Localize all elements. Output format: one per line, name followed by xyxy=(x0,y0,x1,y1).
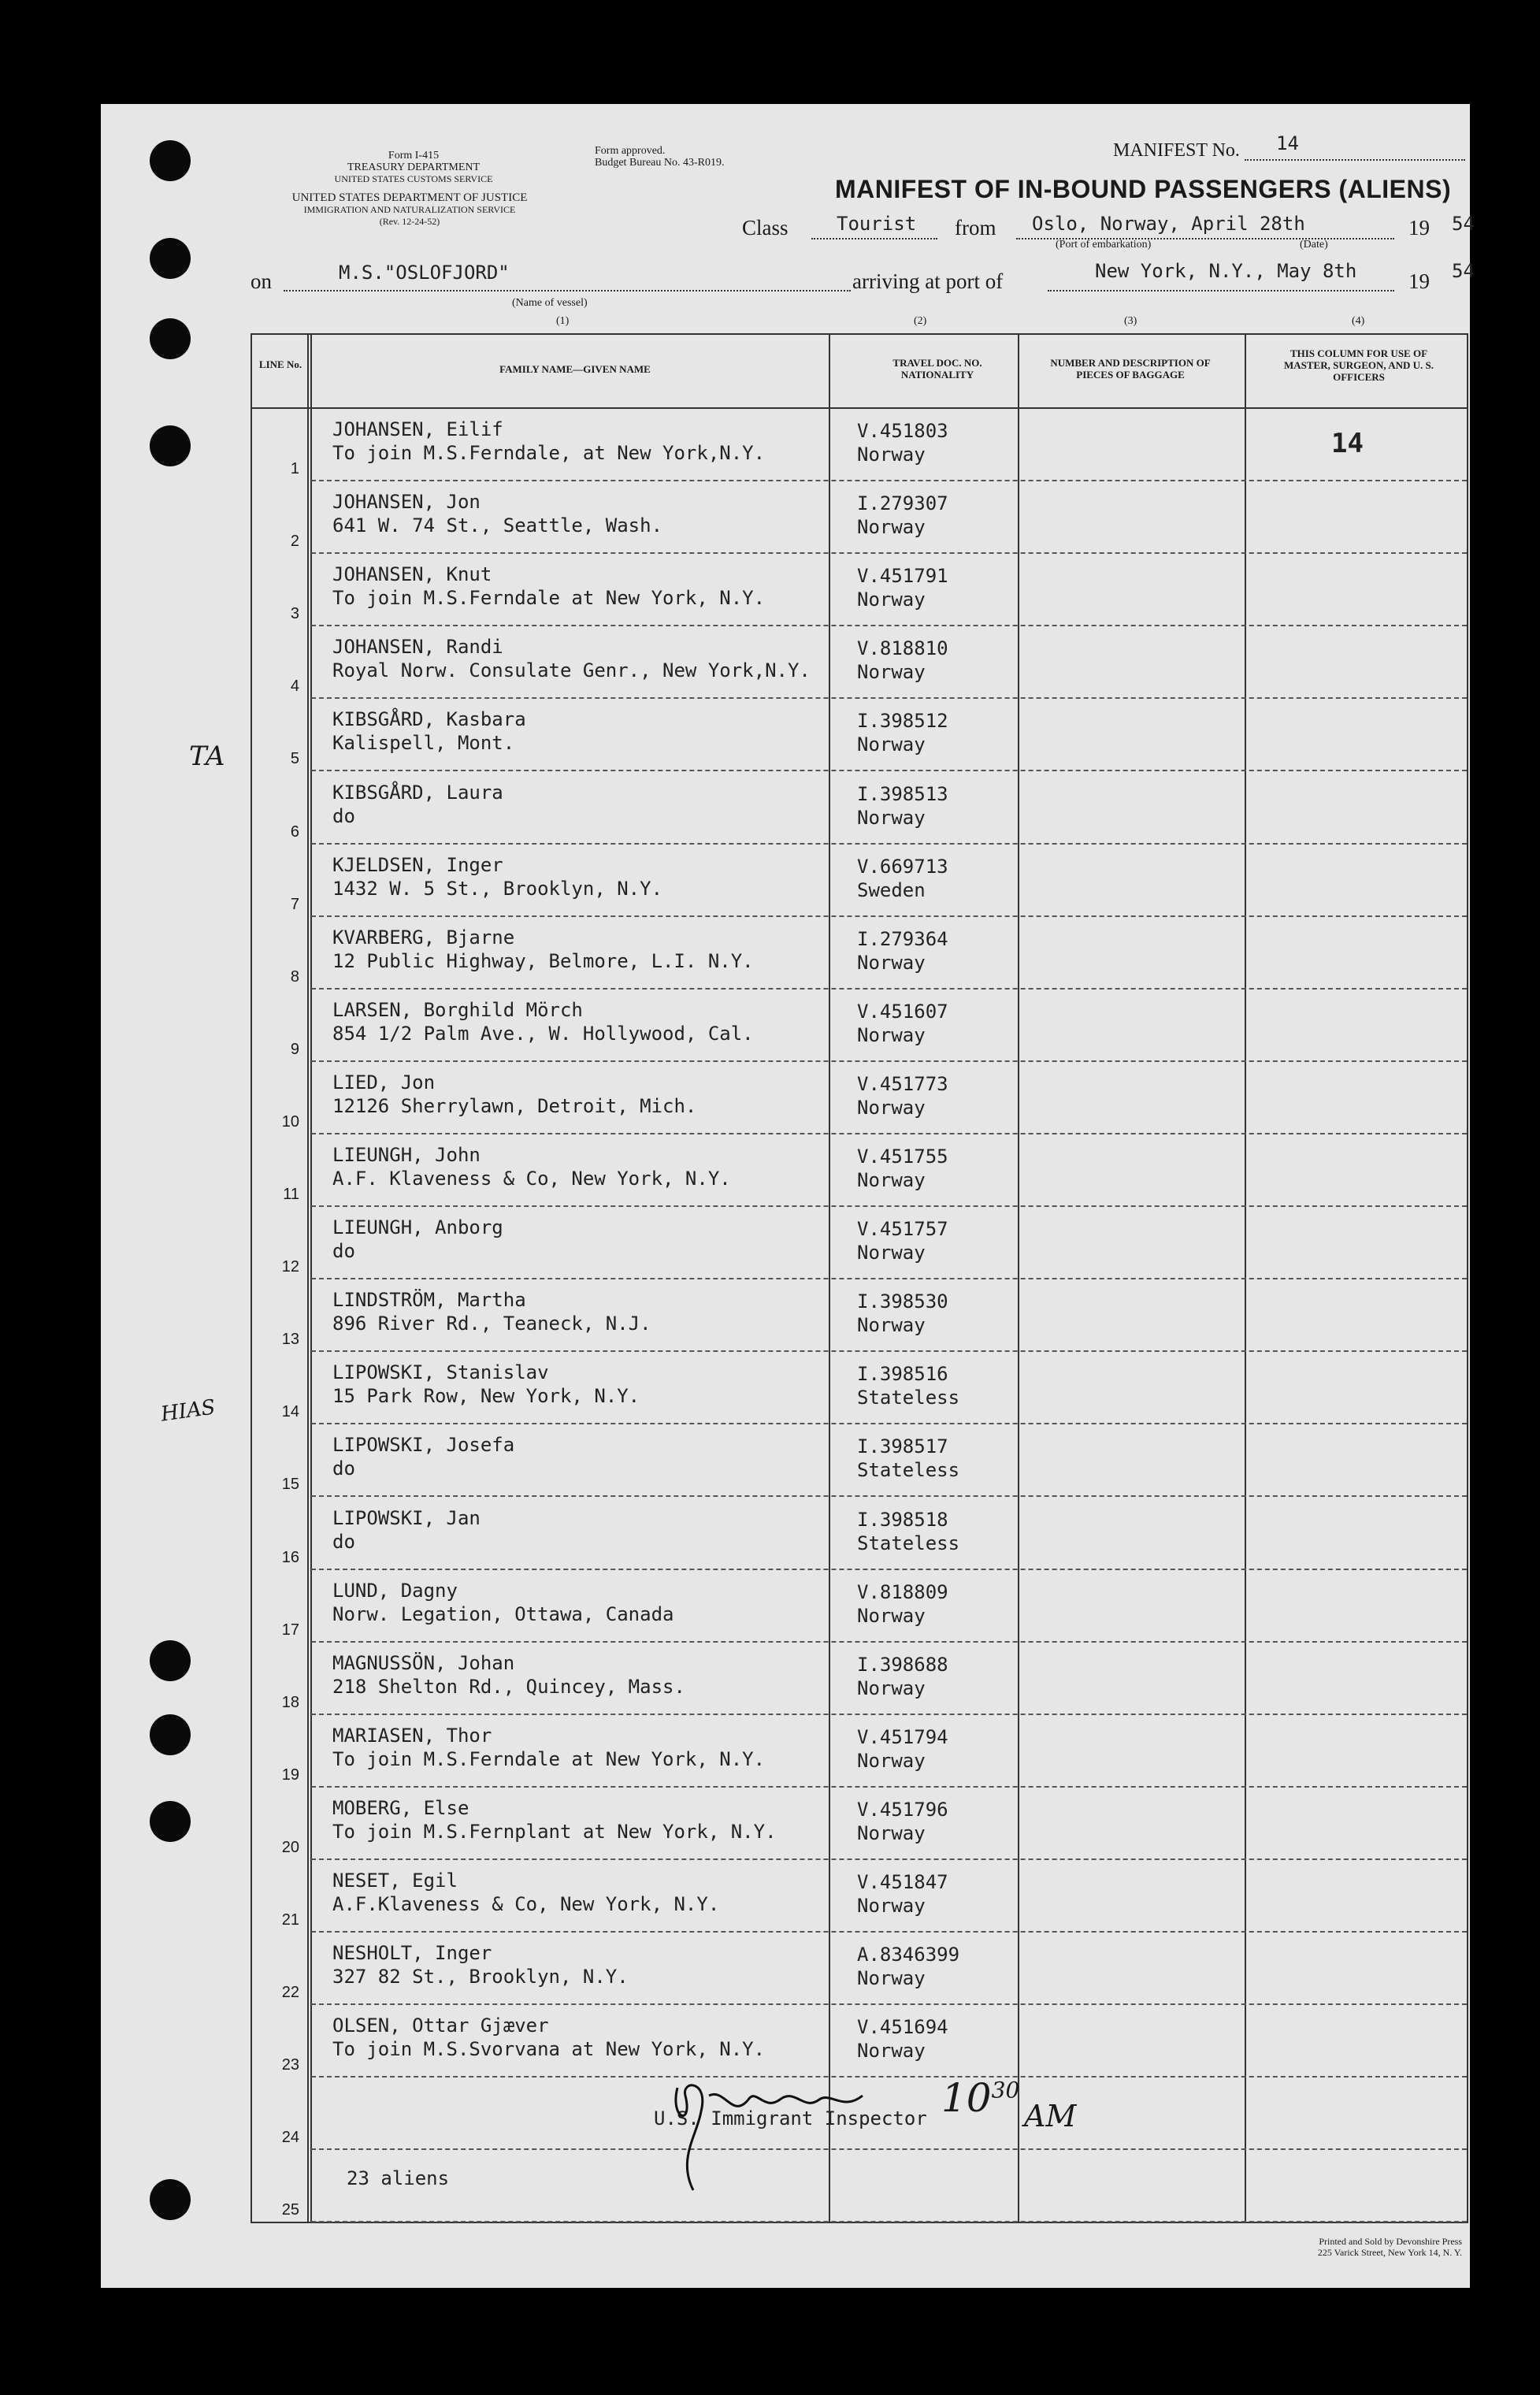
dotted-line xyxy=(1048,290,1394,291)
passenger-address: do xyxy=(332,1240,355,1263)
line-number: 14 xyxy=(281,1403,299,1421)
nationality: Norway xyxy=(857,806,926,829)
line-number: 22 xyxy=(281,1984,299,2002)
travel-doc-number: I.398517 xyxy=(857,1435,948,1458)
table-row xyxy=(252,1643,1467,1715)
nationality: Stateless xyxy=(857,1532,960,1554)
treasury-dept: TREASURY DEPARTMENT xyxy=(347,162,481,173)
revision: (Rev. 12-24-52) xyxy=(379,216,440,227)
header-family-name: FAMILY NAME—GIVEN NAME xyxy=(499,363,651,375)
printer-line-1: Printed and Sold by Devonshire Press xyxy=(1319,2236,1462,2247)
binder-hole xyxy=(150,238,191,279)
travel-doc-number: V.451791 xyxy=(857,565,948,588)
passenger-address: do xyxy=(332,804,355,827)
passenger-name: MAGNUSSÖN, Johan xyxy=(332,1651,515,1674)
margin-note-hias: HIAS xyxy=(159,1395,217,1427)
table-row xyxy=(252,1279,1467,1352)
passenger-name: MOBERG, Else xyxy=(332,1796,469,1819)
line-number: 16 xyxy=(281,1548,299,1566)
travel-doc-number: V.451796 xyxy=(857,1798,948,1821)
nationality: Norway xyxy=(857,1967,926,1990)
table-row xyxy=(252,1424,1467,1497)
table-row xyxy=(252,699,1467,771)
passenger-name: LIPOWSKI, Jan xyxy=(332,1506,481,1529)
travel-doc-number: V.451607 xyxy=(857,1000,948,1023)
travel-doc-number: V.451773 xyxy=(857,1072,948,1095)
binder-hole xyxy=(150,1714,191,1755)
passenger-address: 12 Public Highway, Belmore, L.I. N.Y. xyxy=(332,949,754,972)
from-label: from xyxy=(955,216,996,240)
embark-year: 54 xyxy=(1452,213,1475,235)
customs-service: UNITED STATES CUSTOMS SERVICE xyxy=(334,173,493,184)
class-value: Tourist xyxy=(837,213,917,235)
line-number: 5 xyxy=(290,750,299,768)
passenger-name: JOHANSEN, Eilif xyxy=(332,418,503,440)
column-number: (3) xyxy=(1124,315,1137,327)
passenger-name: JOHANSEN, Knut xyxy=(332,563,492,586)
table-row xyxy=(252,1134,1467,1207)
line-number: 7 xyxy=(290,895,299,913)
passenger-address: do xyxy=(332,1530,355,1553)
year-prefix: 19 xyxy=(1408,269,1430,293)
line-number: 24 xyxy=(281,2129,299,2147)
travel-doc-number: V.451803 xyxy=(857,420,948,442)
header-baggage: NUMBER AND DESCRIPTION OF PIECES OF BAGGAGE xyxy=(1050,357,1211,381)
table-row xyxy=(252,409,1467,481)
passenger-name: OLSEN, Ottar Gjæver xyxy=(332,2014,549,2037)
budget-bureau: Budget Bureau No. 43-R019. xyxy=(595,157,725,169)
passenger-name: LARSEN, Borghild Mörch xyxy=(332,998,583,1021)
inspector-signature xyxy=(662,2064,898,2206)
binder-hole xyxy=(150,140,191,181)
line-number: 9 xyxy=(290,1040,299,1058)
table-row xyxy=(252,1207,1467,1279)
class-label: Class xyxy=(742,216,789,240)
passenger-name: KJELDSEN, Inger xyxy=(332,853,503,876)
passenger-name: NESET, Egil xyxy=(332,1870,458,1892)
travel-doc-number: V.451755 xyxy=(857,1146,948,1168)
passenger-address: do xyxy=(332,1457,355,1480)
table-row xyxy=(252,554,1467,626)
date-caption: (Date) xyxy=(1300,239,1328,251)
nationality: Stateless xyxy=(857,1387,960,1409)
nationality: Norway xyxy=(857,1604,926,1627)
column-number: (1) xyxy=(556,315,570,327)
row-separator xyxy=(311,2221,1467,2222)
port-caption: (Port of embarkation) xyxy=(1056,239,1152,251)
passenger-address: Norw. Legation, Ottawa, Canada xyxy=(332,1602,674,1625)
table-row xyxy=(252,772,1467,845)
line-number: 10 xyxy=(281,1112,299,1131)
line-number: 2 xyxy=(290,533,299,551)
line-number: 25 xyxy=(281,2201,299,2219)
passenger-address: A.F.Klaveness & Co, New York, N.Y. xyxy=(332,1893,720,1915)
nationality: Norway xyxy=(857,444,926,466)
line-number: 11 xyxy=(283,1186,299,1203)
travel-doc-number: V.451847 xyxy=(857,1871,948,1893)
table-row xyxy=(252,481,1467,554)
officer-mark: 14 xyxy=(1331,428,1364,459)
travel-doc-number: V.451794 xyxy=(857,1725,948,1748)
table-row xyxy=(252,1860,1467,1933)
nationality: Norway xyxy=(857,2040,926,2063)
nationality: Norway xyxy=(857,589,926,611)
margin-note-ta: TA xyxy=(189,741,225,772)
column-number: (2) xyxy=(914,315,927,327)
passenger-name: JOHANSEN, Randi xyxy=(332,636,503,659)
form-header xyxy=(307,150,520,185)
travel-doc-number: A.8346399 xyxy=(857,1944,960,1966)
nationality: Norway xyxy=(857,1096,926,1119)
manifest-title: MANIFEST OF IN-BOUND PASSENGERS (ALIENS) xyxy=(835,175,1452,203)
binder-hole xyxy=(150,1640,191,1681)
nationality: Norway xyxy=(857,1749,926,1772)
passenger-table xyxy=(250,333,1468,2223)
arrival-year: 54 xyxy=(1452,260,1475,282)
nationality: Norway xyxy=(857,733,926,756)
header-line-no: LINE No. xyxy=(258,358,302,370)
ins-label: IMMIGRATION AND NATURALIZATION SERVICE xyxy=(303,204,516,215)
travel-doc-number: I.398688 xyxy=(857,1653,948,1676)
time-hours: 10 xyxy=(941,2075,992,2121)
passenger-address: 218 Shelton Rd., Quincey, Mass. xyxy=(332,1675,685,1698)
nationality: Norway xyxy=(857,661,926,684)
column-number: (4) xyxy=(1352,315,1365,327)
binder-hole xyxy=(150,1801,191,1842)
arriving-label: arriving at port of xyxy=(852,269,1004,293)
travel-doc-number: V.451694 xyxy=(857,2016,948,2039)
handwritten-ampm: AM xyxy=(1024,2099,1077,2133)
year-prefix: 19 xyxy=(1408,216,1430,240)
passenger-name: JOHANSEN, Jon xyxy=(332,491,481,514)
passenger-address: To join M.S.Svorvana at New York, N.Y. xyxy=(332,2038,766,2061)
nationality: Norway xyxy=(857,1169,926,1191)
line-number: 1 xyxy=(290,460,299,477)
passenger-name: LIEUNGH, John xyxy=(332,1144,481,1166)
passenger-address: 896 River Rd., Teaneck, N.J. xyxy=(332,1313,651,1335)
binder-hole xyxy=(150,318,191,359)
line-number: 15 xyxy=(281,1476,299,1494)
passenger-name: NESHOLT, Inger xyxy=(332,1942,492,1965)
header-travel-doc: TRAVEL DOC. NO. NATIONALITY xyxy=(892,357,982,381)
line-number: 18 xyxy=(281,1693,299,1711)
travel-doc-number: V.818810 xyxy=(857,637,948,660)
travel-doc-number: V.818809 xyxy=(857,1580,948,1603)
binder-hole xyxy=(150,2179,191,2220)
on-label: on xyxy=(250,269,272,293)
passenger-name: KIBSGÅRD, Laura xyxy=(332,781,503,804)
table-row xyxy=(252,1788,1467,1860)
form-approval xyxy=(595,145,724,169)
travel-doc-number: I.398530 xyxy=(857,1290,948,1313)
printer-imprint xyxy=(1182,2236,1462,2258)
justice-dept: UNITED STATES DEPARTMENT OF JUSTICE xyxy=(291,191,528,204)
vessel-caption: (Name of vessel) xyxy=(512,297,588,309)
arrival-port: New York, N.Y., May 8th xyxy=(1095,260,1357,282)
table-row xyxy=(252,845,1467,917)
table-row xyxy=(252,1352,1467,1424)
passenger-name: LIED, Jon xyxy=(332,1071,436,1094)
passenger-name: 23 aliens xyxy=(347,2167,450,2190)
line-number: 20 xyxy=(281,1838,299,1856)
passenger-address: 15 Park Row, New York, N.Y. xyxy=(332,1385,640,1408)
table-row xyxy=(252,626,1467,699)
line-number: 12 xyxy=(281,1258,299,1276)
passenger-address: 327 82 St., Brooklyn, N.Y. xyxy=(332,1966,629,1988)
passenger-address: To join M.S.Ferndale at New York, N.Y. xyxy=(332,587,766,610)
passenger-address: Kalispell, Mont. xyxy=(332,732,515,755)
binder-hole xyxy=(150,425,191,466)
header-officers: THIS COLUMN FOR USE OF MASTER, SURGEON, AND U. S. OFFICERS xyxy=(1284,347,1434,383)
nationality: Norway xyxy=(857,1023,926,1046)
travel-doc-number: V.669713 xyxy=(857,855,948,878)
line-number: 6 xyxy=(290,822,299,841)
travel-doc-number: I.279307 xyxy=(857,492,948,515)
passenger-name: LUND, Dagny xyxy=(332,1579,458,1602)
passenger-address: Royal Norw. Consulate Genr., New York,N.Y. xyxy=(332,659,811,682)
nationality: Norway xyxy=(857,1895,926,1917)
passenger-address: To join M.S.Ferndale at New York, N.Y. xyxy=(332,1747,766,1770)
travel-doc-number: I.279364 xyxy=(857,927,948,950)
passenger-address: A.F. Klaveness & Co, New York, N.Y. xyxy=(332,1168,731,1190)
passenger-address: 1432 W. 5 St., Brooklyn, N.Y. xyxy=(332,877,663,900)
nationality: Sweden xyxy=(857,878,926,901)
manifest-no-value: 14 xyxy=(1276,132,1299,154)
vessel-name: M.S."OSLOFJORD" xyxy=(339,262,510,284)
embarkation-value: Oslo, Norway, April 28th xyxy=(1032,213,1305,235)
table-row xyxy=(252,1062,1467,1134)
nationality: Norway xyxy=(857,951,926,974)
table-row xyxy=(252,990,1467,1062)
passenger-address: 854 1/2 Palm Ave., W. Hollywood, Cal. xyxy=(332,1022,754,1045)
line-number: 21 xyxy=(281,1911,299,1929)
form-number: Form I-415 xyxy=(388,150,440,162)
justice-header xyxy=(248,192,571,228)
passenger-name: LINDSTRÖM, Martha xyxy=(332,1289,526,1312)
dotted-line xyxy=(811,238,937,240)
handwritten-time xyxy=(941,2075,1019,2121)
manifest-no-label: MANIFEST No. xyxy=(1113,140,1240,161)
line-number: 17 xyxy=(281,1621,299,1639)
travel-doc-number: I.398518 xyxy=(857,1508,948,1531)
table-row xyxy=(252,1933,1467,2005)
approval-note: Form approved. xyxy=(595,145,666,157)
passenger-name: LIPOWSKI, Stanislav xyxy=(332,1361,549,1384)
passenger-name: MARIASEN, Thor xyxy=(332,1724,492,1747)
printer-line-2: 225 Varick Street, New York 14, N. Y. xyxy=(1317,2247,1462,2258)
line-number: 13 xyxy=(281,1331,299,1349)
table-row xyxy=(252,1498,1467,1570)
travel-doc-number: I.398516 xyxy=(857,1363,948,1386)
line-number: 23 xyxy=(281,2056,299,2074)
passenger-address: To join M.S.Fernplant at New York, N.Y. xyxy=(332,1820,777,1843)
line-number: 4 xyxy=(290,678,299,696)
nationality: Norway xyxy=(857,516,926,539)
table-row xyxy=(252,917,1467,990)
dotted-line xyxy=(1245,159,1465,161)
passenger-name: LIPOWSKI, Josefa xyxy=(332,1434,515,1457)
table-row xyxy=(252,1715,1467,1788)
passenger-name: KIBSGÅRD, Kasbara xyxy=(332,708,526,731)
nationality: Norway xyxy=(857,1676,926,1699)
line-number: 8 xyxy=(290,967,299,986)
nationality: Norway xyxy=(857,1314,926,1337)
passenger-address: 12126 Sherrylawn, Detroit, Mich. xyxy=(332,1094,697,1117)
passenger-name: KVARBERG, Bjarne xyxy=(332,926,515,949)
nationality: Norway xyxy=(857,1821,926,1844)
passenger-name: LIEUNGH, Anborg xyxy=(332,1216,503,1239)
travel-doc-number: I.398512 xyxy=(857,710,948,733)
line-number: 19 xyxy=(281,1766,299,1784)
time-minutes: 30 xyxy=(991,2077,1020,2104)
table-row xyxy=(252,1570,1467,1643)
travel-doc-number: V.451757 xyxy=(857,1218,948,1241)
nationality: Stateless xyxy=(857,1459,960,1482)
passenger-address: To join M.S.Ferndale, at New York,N.Y. xyxy=(332,442,766,464)
dotted-line xyxy=(284,290,851,291)
nationality: Norway xyxy=(857,1242,926,1264)
line-number: 3 xyxy=(290,605,299,623)
passenger-address: 641 W. 74 St., Seattle, Wash. xyxy=(332,514,663,537)
passenger-address: U.S. Immigrant Inspector xyxy=(654,2107,927,2130)
travel-doc-number: I.398513 xyxy=(857,782,948,805)
